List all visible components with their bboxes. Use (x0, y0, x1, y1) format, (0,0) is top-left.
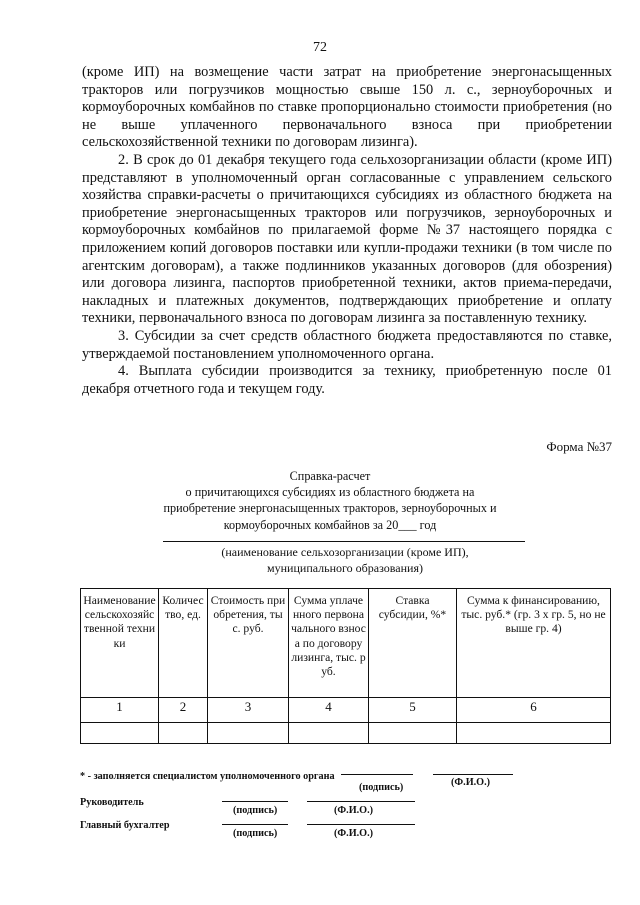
column-number: 6 (457, 698, 611, 723)
column-header: Количество, ед. (159, 589, 208, 698)
paragraph-2: 2. В срок до 01 декабря текущего года сельхозорганизации области (кроме ИП) представляют в уполномоченный орган согласованные с управлением сельского хозяйства справки-расчеты о причитающихся субсидиях из областного бюджета на приобретение энергонасыщенных тракторов или погрузчиков, зерноуборочных и кормоуборочных комбайнов по прилагаемой форме №37 настоящего порядка с приложением копий договоров поставки или купли-продажи техники (в том числе по агентским договорам), а также подлинников указанных договоров (для обозрения) или договора лизинга, паспортов приобретенной техники, актов приема-передачи, накладных и платежных документов, подтверждающих приобретение и оплату техники, первоначального взноса по договорам лизинга за поставленную технику. (82, 151, 612, 327)
subsidy-table (80, 588, 611, 744)
org-caption-line: муниципального образования) (267, 560, 423, 575)
column-header: Наименование сельскохозяйственной техники (81, 589, 159, 698)
table-number-row (81, 698, 611, 723)
paragraph-3: 3. Субсидии за счет средств областного бюджета предоставляются по ставке, утверждаемой постановлением уполномоченного органа. (82, 327, 612, 362)
table-header-row (81, 589, 611, 698)
table-cell (208, 723, 289, 744)
signature-line (222, 824, 288, 825)
table-cell (457, 723, 611, 744)
form-title-line: кормоуборочных комбайнов за 20___ год (223, 517, 437, 532)
column-header: Сумма уплаченного первоначального взноса по договору лизинга, тыс. руб. (289, 589, 369, 698)
signature-line (341, 774, 413, 775)
page-number: 72 (313, 40, 327, 55)
podpis-caption: (подпись) (233, 828, 278, 839)
column-header: Сумма к финансированию, тыс. руб.* (гр. 3 х гр. 5, но не выше гр. 4) (457, 589, 611, 698)
org-name-line (163, 541, 525, 542)
table-cell (289, 723, 369, 744)
signature-line (222, 801, 288, 802)
form-title-line: Справка-расчет (289, 469, 371, 483)
fio-caption: (Ф.И.О.) (334, 805, 374, 816)
column-number: 2 (159, 698, 208, 723)
podpis-caption: (подпись) (233, 805, 278, 816)
name-line (433, 774, 513, 775)
accountant-label: Главный бухгалтер (80, 820, 170, 831)
column-header: Стоимость приобретения, тыс. руб. (208, 589, 289, 698)
name-line (307, 801, 415, 802)
column-number: 1 (81, 698, 159, 723)
paragraph-continuation: (кроме ИП) на возмещение части затрат на приобретение энергонасыщенных тракторов или погрузчиков мощностью свыше 150 л. с., зерноуборочных и кормоуборочных комбайнов по ставке пропорционально стоимости приобретения (но не выше уплаченного первоначального взноса при приобретении сельскохозяйственной техники по договорам лизинга). (82, 64, 612, 151)
form-title-line: о причитающихся субсидиях из областного бюджета на (185, 485, 475, 500)
table-empty-row (81, 723, 611, 744)
form-label: Форма №37 (546, 439, 612, 454)
table-cell (81, 723, 159, 744)
name-line (307, 824, 415, 825)
column-number: 5 (369, 698, 457, 723)
column-number: 3 (208, 698, 289, 723)
form-title (150, 468, 510, 533)
document-body (82, 64, 612, 398)
paragraph-4: 4. Выплата субсидии производится за технику, приобретенную после 01 декабря отчетного года и текущем году. (82, 363, 612, 397)
column-header: Ставка субсидии, %* (369, 589, 457, 698)
org-caption (190, 545, 500, 576)
table-cell (369, 723, 457, 744)
fio-caption: (Ф.И.О.) (334, 828, 374, 839)
footnote: * - заполняется специалистом уполномоченного органа (80, 771, 335, 782)
podpis-caption: (подпись) (359, 782, 404, 793)
fio-caption: (Ф.И.О.) (451, 777, 491, 788)
column-number: 4 (289, 698, 369, 723)
head-label: Руководитель (80, 797, 144, 808)
form-title-line: приобретение энергонасыщенных тракторов, зерноуборочных и (163, 501, 497, 516)
table-cell (159, 723, 208, 744)
org-caption-line: (наименование сельхозорганизации (кроме ИП), (221, 545, 469, 559)
